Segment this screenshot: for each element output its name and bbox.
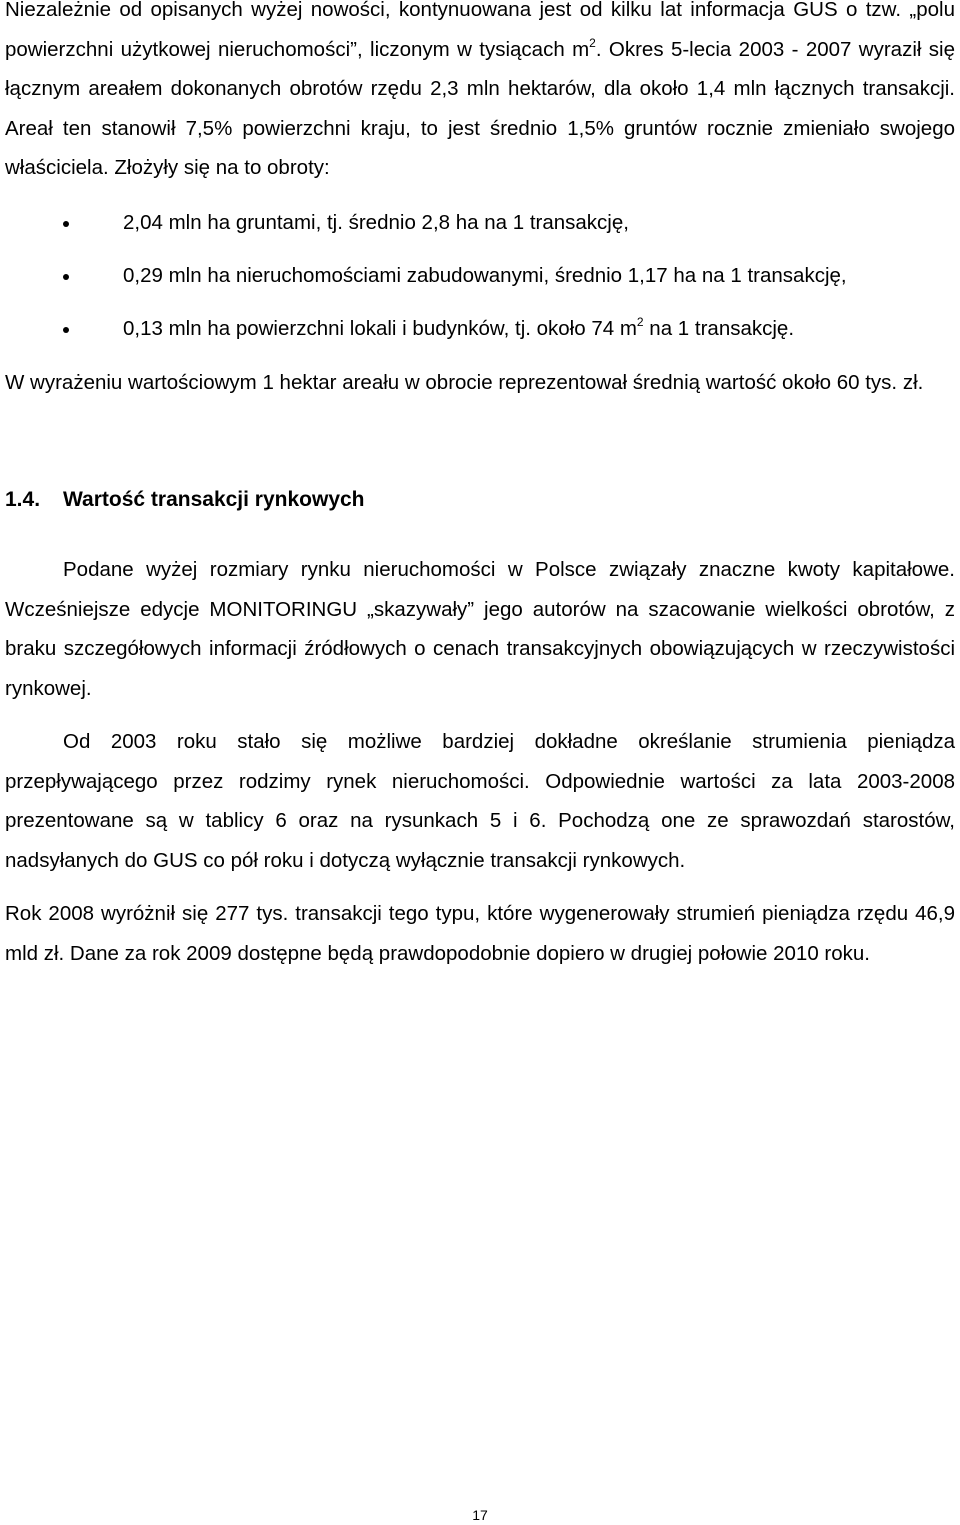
bullet-icon [63,274,69,280]
bullet-item-built-property [5,261,955,291]
intro-superscript: 2 [589,35,596,50]
bullet-icon [63,221,69,227]
bullet-item-land [5,208,955,238]
paragraph-2008: Rok 2008 wyróżnił się 277 tys. transakcji tego typu, które wygenerowały strumień pieniądza rzędu 46,9 mld zł. Dane za rok 2009 dostępne będą prawdopodobnie dopiero w drugiej połowie 2010 roku. [5,902,955,965]
page-number: 17 [472,1507,488,1523]
bullet-text-part2: na 1 transakcję. [643,317,795,340]
paragraph-capital-text: Podane wyżej rozmiary rynku nieruchomości w Polsce związały znaczne kwoty kapitałowe. Wcześniejsze edycje MONITORINGU „skazywały” jego autorów na szacowanie wielkości obrotów, z braku szczegółowych informacji źródłowych o cenach transakcyjnych obowiązujących w rzeczywistości rynkowej. [5,558,955,700]
value-paragraph: W wyrażeniu wartościowym 1 hektar areału w obrocie reprezentował średnią wartość około 60 tys. zł. [5,371,924,394]
section-number: 1.4. [5,488,41,511]
bullet-text-part1: 0,13 mln ha powierzchni lokali i budynków, tj. około 74 m [123,317,637,340]
paragraph-cash-flow-text: Od 2003 roku stało się możliwe bardziej dokładne określanie strumienia pieniądza przepływającego przez rodzimy rynek nieruchomości. Odpowiednie wartości za lata 2003-2008 prezentowane są w tablicy 6 oraz na rysunkach 5 i 6. Pochodzą one ze sprawozdań starostów, nadsyłanych do GUS co pół roku i dotyczą wyłącznie transakcji rynkowych. [5,730,955,872]
intro-text-part1: Niezależnie od opisanych wyżej nowości, kontynuowana jest od kilku lat informacja GUS o tzw. „polu powierzchni użytkowej nieruchomości”, liczonym w tysiącach m [5,0,955,61]
section-title: Wartość transakcji rynkowych [63,488,365,511]
bullet-text: 2,04 mln ha gruntami, tj. średnio 2,8 ha na 1 transakcję, [123,211,629,234]
paragraph-cash-flow [5,722,955,880]
bullet-icon [63,327,69,333]
intro-text-part2: . Okres 5-lecia 2003 - 2007 wyraził się łącznym areałem dokonanych obrotów rzędu 2,3 mln hektarów, dla około 1,4 mln łącznych transakcji. Areał ten stanowił 7,5% powierzchni kraju, to jest średnio 1,5% gruntów rocznie zmieniało swojego właściciela. Złożyły się na to obroty: [5,37,955,179]
bullet-item-premises [5,314,955,344]
bullet-text [123,314,794,344]
paragraph-capital [5,550,955,708]
section-heading [5,484,365,516]
bullet-superscript: 2 [636,315,644,329]
intro-paragraph [5,0,955,188]
bullet-text: 0,29 mln ha nieruchomościami zabudowanymi, średnio 1,17 ha na 1 transakcję, [123,264,847,287]
